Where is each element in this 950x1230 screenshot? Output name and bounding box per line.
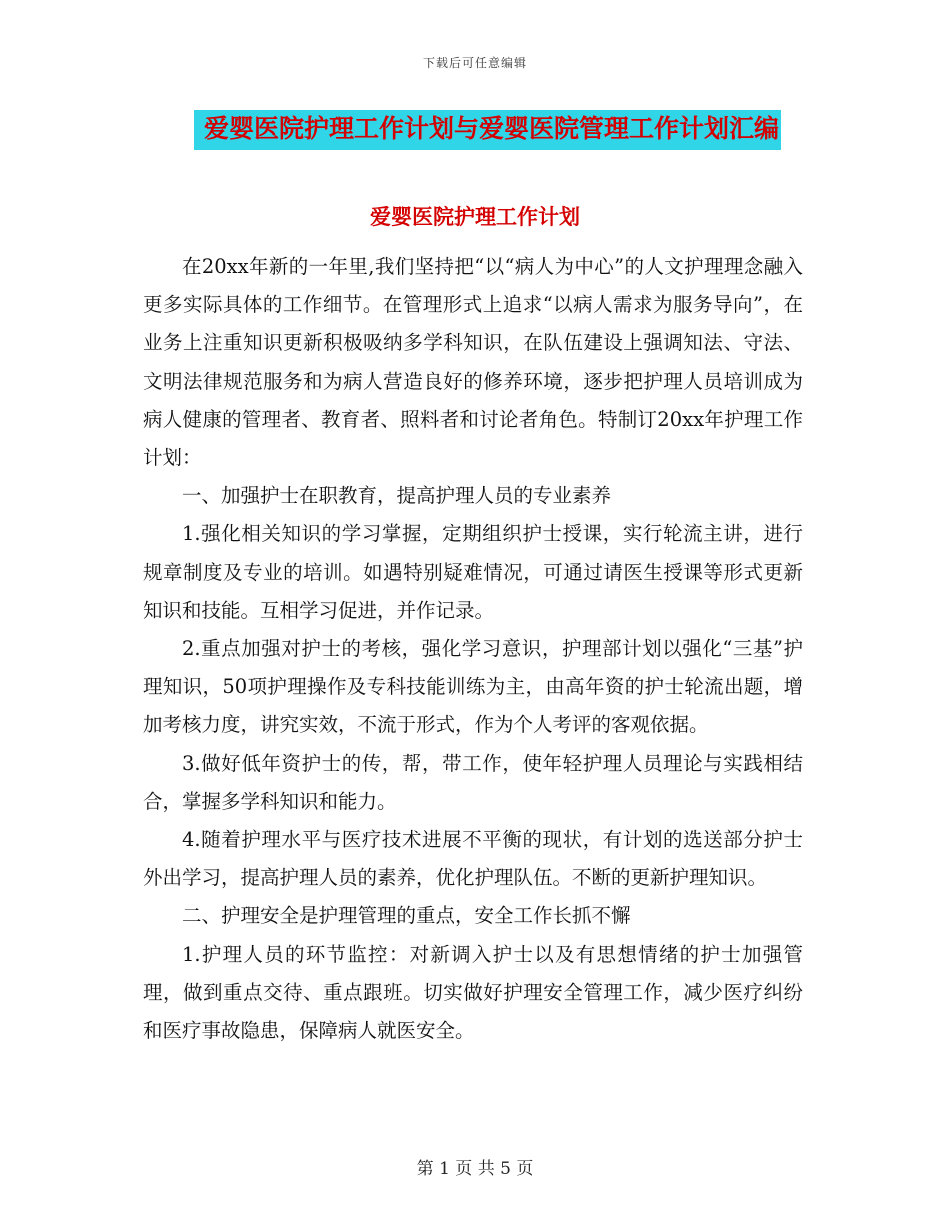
main-title-container (0, 110, 950, 150)
body-paragraph: 2.重点加强对护士的考核，强化学习意识，护理部计划以强化“三基”护理知识，50项护理操作及专科技能训练为主，由高年资的护士轮流出题，增加考核力度，讲究实效，不流于形式，作为个人考评的客观依据。 (143, 637, 803, 737)
section-title: 爱婴医院护理工作计划 (370, 204, 580, 229)
document-main-title: 爱婴医院护理工作计划与爱婴医院管理工作计划汇编 (194, 110, 781, 150)
section-heading-2: 二、护理安全是护理管理的重点，安全工作长抓不懈 (182, 904, 631, 928)
document-body (143, 248, 803, 1050)
body-paragraph: 3.做好低年资护士的传，帮，带工作，使年轻护理人员理论与实践相结合，掌握多学科知识和能力。 (143, 751, 803, 813)
section-heading-1: 一、加强护士在职教育，提高护理人员的专业素养 (182, 484, 612, 508)
intro-paragraph: 在20xx年新的一年里,我们坚持把“以“病人为中心”的人文护理理念融入更多实际具体的工作细节。在管理形式上追求“以病人需求为服务导向”，在业务上注重知识更新积极吸纳多学科知识，在队伍建设上强调知法、守法、文明法律规范服务和为病人营造良好的修养环境，逐步把护理人员培训成为病人健康的管理者、教育者、照料者和讨论者角色。特制订20xx年护理工作计划： (143, 255, 803, 470)
body-paragraph: 1.护理人员的环节监控：对新调入护士以及有思想情绪的护士加强管理，做到重点交待、重点跟班。切实做好护理安全管理工作，减少医疗纠纷和医疗事故隐患，保障病人就医安全。 (143, 942, 803, 1043)
body-paragraph: 4.随着护理水平与医疗技术进展不平衡的现状，有计划的选送部分护士外出学习，提高护理人员的素养，优化护理队伍。不断的更新护理知识。 (143, 828, 803, 890)
page-number-footer: 第 1 页 共 5 页 (416, 1159, 534, 1179)
body-paragraph: 1.强化相关知识的学习掌握，定期组织护士授课，实行轮流主讲，进行规章制度及专业的培训。如遇特别疑难情况，可通过请医生授课等形式更新知识和技能。互相学习促进，并作记录。 (143, 522, 803, 622)
page-header-note: 下载后可任意编辑 (422, 56, 527, 70)
